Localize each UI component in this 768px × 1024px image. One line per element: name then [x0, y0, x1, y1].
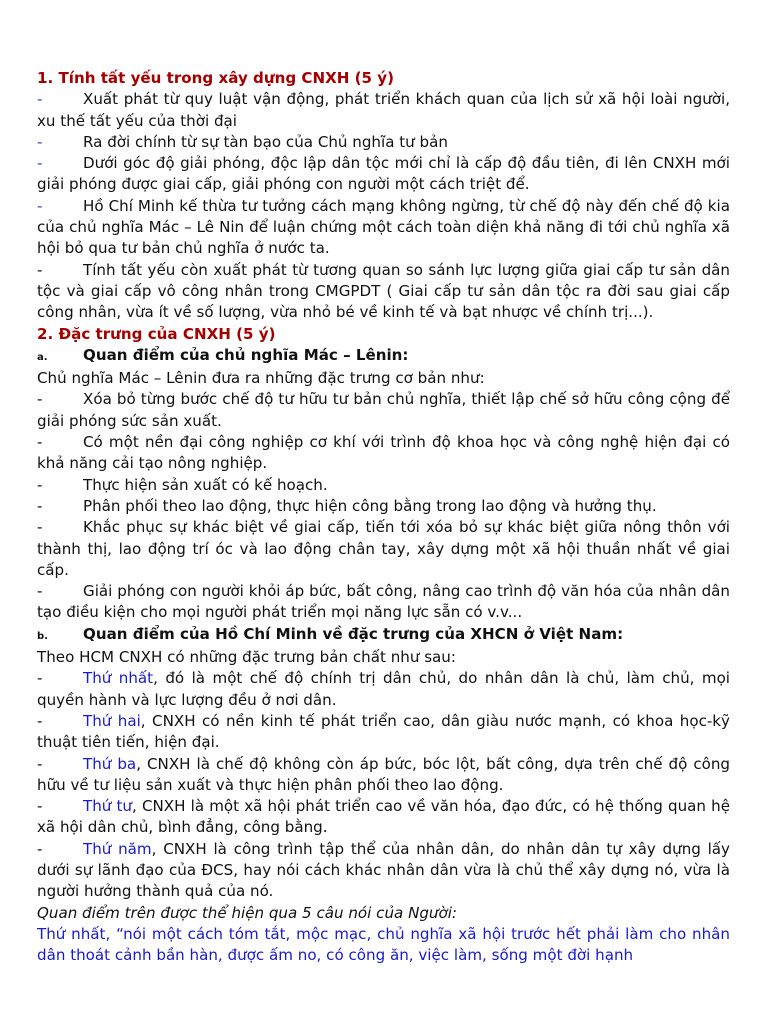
- bullet-dash: -: [37, 433, 43, 452]
- list-item: - Khắc phục sự khác biệt về giai cấp, tiến tới xóa bỏ sự khác biệt giữa nông thôn với thành thị, lao động trí óc và lao động chân tay, xây dựng một xã hội thuần nhất về giai cấp.: [37, 518, 730, 579]
- bullet-dash: -: [37, 839, 43, 858]
- list-item: - Tính tất yếu còn xuất phát từ tương quan so sánh lực lượng giữa giai cấp tư sản dân tộc và giai cấp vô công nhân trong CMGPDT ( Giai cấp tư sản dân tộc ra đời sau giai cấp công nhân, vừa ít về số lượng, vừa nhỏ bé về kinh tế và bạt nhược về chính trị...).: [37, 260, 730, 322]
- list-item: - Ra đời chính từ sự tàn bạo của Chủ nghĩa tư bản: [37, 132, 730, 153]
- intro-b: Theo HCM CNXH có những đặc trưng bản chất như sau:: [37, 648, 456, 667]
- subheading-a: a. Quan điểm của chủ nghĩa Mác – Lênin:: [37, 345, 730, 368]
- bullet-dash: -: [37, 669, 43, 688]
- bullet-dash: -: [37, 196, 43, 215]
- document-page: [37, 68, 730, 966]
- list-item: - Giải phóng con người khỏi áp bức, bất công, nâng cao trình độ văn hóa của nhân dân tạo điều kiện cho mọi người phát triển mọi năng lực sẵn có v.v...: [37, 582, 730, 622]
- item-lead: Thứ nhất: [83, 669, 154, 688]
- list-item: - Thứ ba, CNXH là chế độ không còn áp bức, bóc lột, bất công, dựa trên chế độ công hữu về tư liệu sản xuất và thực hiện phân phối theo lao động.: [37, 754, 730, 794]
- list-item: - Hồ Chí Minh kế thừa tư tưởng cách mạng không ngừng, từ chế độ này đến chế độ kia của chủ nghĩa Mác – Lê Nin để luận chứng một cách toàn diện khả năng đi tới chủ nghĩa xã hội bỏ qua tư bản chủ nghĩa ở nước ta.: [37, 196, 730, 258]
- subheading-b: b. Quan điểm của Hồ Chí Minh về đặc trưng của XHCN ở Việt Nam:: [37, 624, 730, 647]
- bullet-dash: -: [37, 132, 43, 151]
- list-item: - Phân phối theo lao động, thực hiện công bằng trong lao động và hưởng thụ.: [37, 496, 730, 517]
- bullet-dash: -: [37, 154, 43, 173]
- section2-title: 2. Đặc trưng của CNXH (5 ý): [37, 324, 276, 343]
- quote-text: Thứ nhất, “nói một cách tóm tắt, mộc mạc, chủ nghĩa xã hội trước hết phải làm cho nhân dân thoát cảnh bần hàn, được ấm no, có công ăn, việc làm, sống một đời hạnh: [37, 924, 730, 965]
- bullet-dash: -: [37, 518, 43, 537]
- item-lead: Thứ tư: [83, 797, 132, 816]
- quote-intro: Quan điểm trên được thể hiện qua 5 câu nói của Người:: [37, 903, 458, 922]
- item-lead: Thứ ba: [83, 754, 137, 773]
- list-item: - Dưới góc độ giải phóng, độc lập dân tộc mới chỉ là cấp độ đầu tiên, đi lên CNXH mới giải phóng được giai cấp, giải phóng con người một cách triệt để.: [37, 154, 730, 194]
- bullet-dash: -: [37, 90, 43, 109]
- bullet-dash: -: [37, 390, 43, 409]
- bullet-dash: -: [37, 496, 43, 515]
- bullet-dash: -: [37, 475, 43, 494]
- marker-b: b.: [37, 630, 48, 642]
- marker-a: a.: [37, 351, 48, 363]
- list-item: - Thứ nhất, đó là một chế độ chính trị dân chủ, do nhân dân là chủ, làm chủ, mọi quyền hành và lực lượng đều ở nơi dân.: [37, 669, 731, 709]
- list-item: - Thứ tư, CNXH là một xã hội phát triển cao về văn hóa, đạo đức, có hệ thống quan hệ xã hội dân chủ, bình đẳng, công bằng.: [37, 797, 730, 837]
- bullet-dash: -: [37, 260, 43, 279]
- list-item: - Xuất phát từ quy luật vận động, phát triển khách quan của lịch sử xã hội loài người, xu thế tất yếu của thời đại: [37, 90, 730, 130]
- section1-title: 1. Tính tất yếu trong xây dựng CNXH (5 ý): [37, 69, 395, 87]
- list-item: - Có một nền đại công nghiệp cơ khí với trình độ khoa học và công nghệ hiện đại có khả năng cải tạo nông nghiệp.: [37, 433, 730, 473]
- list-item: - Thứ năm, CNXH là công trình tập thể của nhân dân, do nhân dân tự xây dựng lấy dưới sự lãnh đạo của ĐCS, hay nói cách khác nhân dân vừa là chủ thể xây dựng nó, vừa là người hưởng thành quả của nó.: [37, 839, 730, 901]
- bullet-dash: -: [37, 754, 43, 773]
- list-item: - Xóa bỏ từng bước chế độ tư hữu tư bản chủ nghĩa, thiết lập chế sở hữu công cộng để giải phóng sức sản xuất.: [37, 390, 730, 430]
- intro-a: Chủ nghĩa Mác – Lênin đưa ra những đặc trưng cơ bản như:: [37, 369, 485, 388]
- item-lead: Thứ hai: [83, 711, 141, 730]
- bullet-dash: -: [37, 711, 43, 730]
- list-item: - Thứ hai, CNXH có nền kinh tế phát triển cao, dân giàu nước mạnh, có khoa học-kỹ thuật tiên tiến, hiện đại.: [37, 711, 730, 752]
- bullet-dash: -: [37, 797, 43, 816]
- item-lead: Thứ năm: [83, 839, 152, 858]
- bullet-dash: -: [37, 582, 43, 601]
- list-item: - Thực hiện sản xuất có kế hoạch.: [37, 475, 730, 496]
